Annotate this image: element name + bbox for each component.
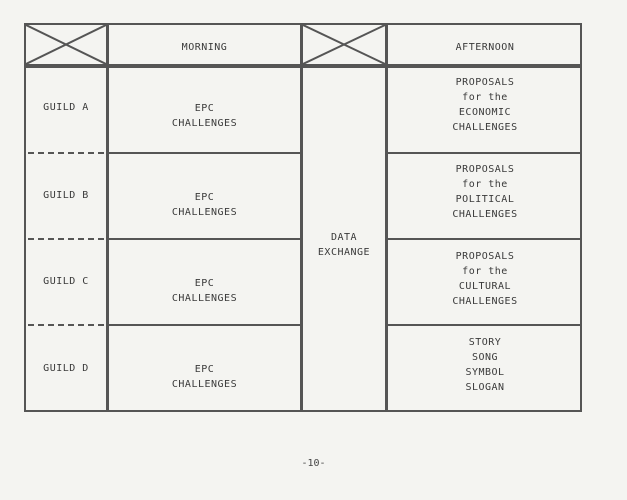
afternoon-cell-story: STORY SONG SYMBOL SLOGAN	[465, 337, 505, 393]
morning-cell-guild-a: EPC CHALLENGES	[171, 103, 238, 129]
guild-row-divider-2	[28, 238, 104, 240]
morning-row-divider-3	[106, 324, 302, 326]
afternoon-row-divider-1	[385, 152, 582, 154]
empty-header-cross-middle	[303, 25, 385, 64]
afternoon-cell-economic: PROPOSALS for the ECONOMIC CHALLENGES	[452, 77, 518, 133]
morning-row-divider-2	[106, 238, 302, 240]
guild-label-b: GUILD B	[43, 190, 89, 201]
afternoon-row-divider-2	[385, 238, 582, 240]
afternoon-cell-political: PROPOSALS for the POLITICAL CHALLENGES	[452, 164, 518, 220]
guild-label-a: GUILD A	[43, 102, 89, 113]
morning-cell-guild-b: EPC CHALLENGES	[171, 192, 238, 218]
data-exchange-cell: DATA EXCHANGE	[317, 232, 371, 258]
morning-cell-guild-c: EPC CHALLENGES	[171, 278, 238, 304]
empty-header-cross-left	[26, 25, 106, 64]
morning-cell-guild-d: EPC CHALLENGES	[171, 364, 238, 390]
afternoon-row-divider-3	[385, 324, 582, 326]
guild-label-c: GUILD C	[43, 276, 89, 287]
afternoon-cell-cultural: PROPOSALS for the CULTURAL CHALLENGES	[452, 251, 518, 307]
morning-header: MORNING	[181, 42, 228, 53]
afternoon-header: AFTERNOON	[455, 42, 515, 53]
guild-row-divider-3	[28, 324, 104, 326]
page-number: -10-	[301, 458, 326, 469]
guild-row-divider-1	[28, 152, 104, 154]
morning-row-divider-1	[106, 152, 302, 154]
guild-label-d: GUILD D	[43, 363, 89, 374]
column-divider-2	[300, 23, 303, 412]
